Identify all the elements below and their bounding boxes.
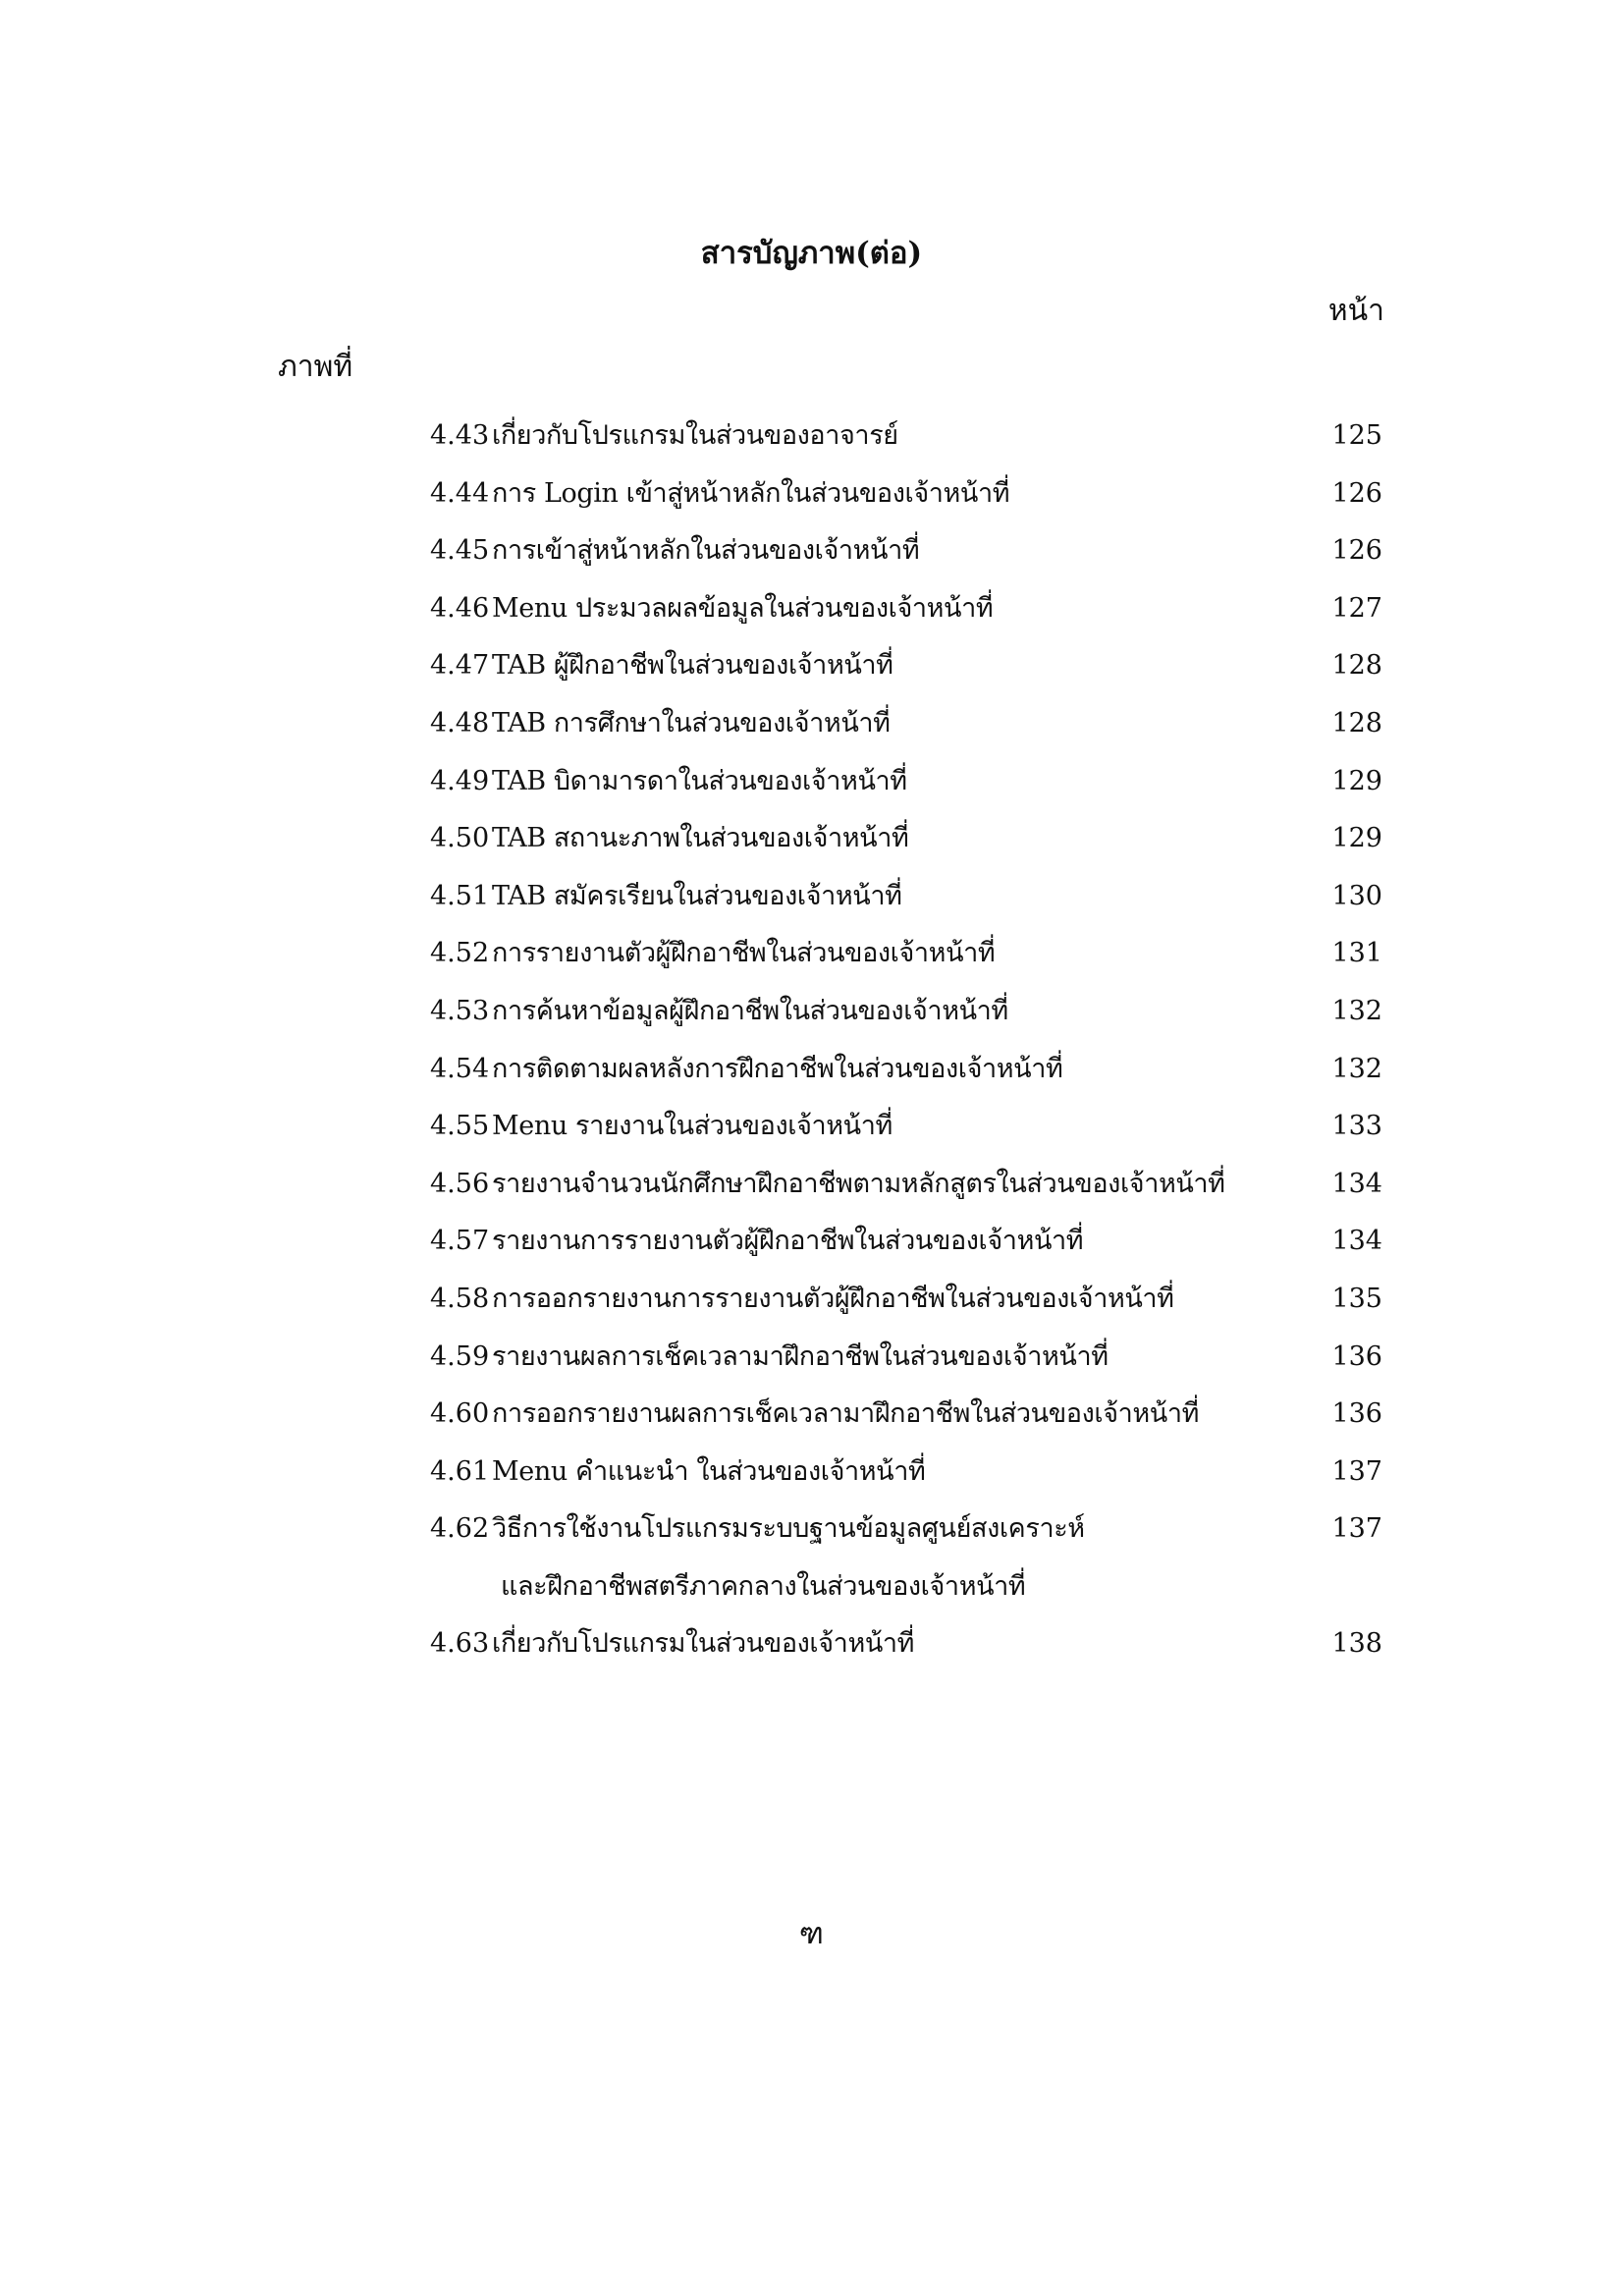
figure-number: 4.54	[430, 1053, 490, 1084]
figure-page-number: 131	[1331, 938, 1382, 969]
figure-number: 4.57	[430, 1226, 490, 1257]
figure-caption: TAB ผู้ฝึกอาชีพในส่วนของเจ้าหน้าที่	[492, 650, 893, 682]
figure-number: 4.53	[430, 995, 490, 1026]
figure-page-number: 138	[1331, 1628, 1382, 1660]
figure-list-entry	[430, 580, 1382, 638]
figure-page-number: 127	[1331, 592, 1382, 624]
figure-number: 4.50	[430, 823, 490, 854]
figure-page-number: 126	[1331, 535, 1382, 567]
figure-list-entry	[430, 408, 1382, 465]
figure-number: 4.45	[430, 535, 490, 567]
figure-list-entry	[430, 1444, 1382, 1502]
figure-page-number: 134	[1331, 1168, 1382, 1199]
figure-page-number: 132	[1331, 995, 1382, 1026]
figure-page-number: 130	[1331, 880, 1382, 911]
figure-number: 4.43	[430, 420, 490, 451]
figure-number: 4.52	[430, 938, 490, 969]
figure-page-number: 137	[1331, 1455, 1382, 1487]
figure-caption-continued: และฝึกอาชีพสตรีภาคกลางในส่วนของเจ้าหน้าที่	[501, 1570, 1026, 1602]
figure-page-number: 136	[1331, 1340, 1382, 1372]
figure-caption: การเข้าสู่หน้าหลักในส่วนของเจ้าหน้าที่	[492, 535, 920, 567]
figure-number: 4.58	[430, 1283, 490, 1314]
figure-caption: TAB บิดามารดาในส่วนของเจ้าหน้าที่	[492, 765, 907, 796]
figure-page-number: 125	[1331, 420, 1382, 451]
figure-list-entry	[430, 925, 1382, 983]
figure-caption: TAB สมัครเรียนในส่วนของเจ้าหน้าที่	[492, 880, 902, 911]
figure-list-entry	[430, 1386, 1382, 1444]
figure-caption: การออกรายงานผลการเช็คเวลามาฝึกอาชีพในส่วนของเจ้าหน้าที่	[492, 1398, 1200, 1430]
figure-page-number: 129	[1331, 765, 1382, 796]
page-title: สารบัญภาพ(ต่อ)	[700, 236, 923, 271]
figure-list-entry	[430, 1271, 1382, 1329]
figure-caption: TAB สถานะภาพในส่วนของเจ้าหน้าที่	[492, 823, 909, 854]
figure-caption: การติดตามผลหลังการฝึกอาชีพในส่วนของเจ้าหน้าที่	[492, 1053, 1063, 1084]
figure-number: 4.63	[430, 1628, 490, 1660]
figure-number: 4.59	[430, 1340, 490, 1372]
figure-list-entry	[430, 810, 1382, 868]
figure-list-entry	[430, 695, 1382, 753]
figure-page-number: 126	[1331, 477, 1382, 509]
figure-list-entry	[430, 1329, 1382, 1387]
figure-list-entry	[430, 868, 1382, 926]
figure-caption: เกี่ยวกับโปรแกรมในส่วนของอาจารย์	[492, 420, 898, 451]
figure-list-entry	[430, 637, 1382, 695]
figure-page-number: 135	[1331, 1283, 1382, 1314]
figure-number: 4.62	[430, 1513, 490, 1545]
figure-number: 4.48	[430, 707, 490, 738]
figure-page-number: 129	[1331, 823, 1382, 854]
figure-caption: รายงานจำนวนนักศึกษาฝึกอาชีพตามหลักสูตรในส่วนของเจ้าหน้าที่	[492, 1168, 1225, 1199]
figure-list-entry	[430, 522, 1382, 580]
figure-page-number: 132	[1331, 1053, 1382, 1084]
figure-number: 4.51	[430, 880, 490, 911]
figure-caption: การ Login เข้าสู่หน้าหลักในส่วนของเจ้าหน้าที่	[492, 477, 1010, 509]
figure-list-entry	[430, 1098, 1382, 1156]
figure-list-entry	[430, 465, 1382, 523]
figure-page-number: 137	[1331, 1513, 1382, 1545]
figure-list-entry	[430, 1615, 1382, 1673]
figure-caption: การรายงานตัวผู้ฝึกอาชีพในส่วนของเจ้าหน้าที่	[492, 938, 996, 969]
figure-page-number: 133	[1331, 1111, 1382, 1142]
figure-caption: วิธีการใช้งานโปรแกรมระบบฐานข้อมูลศูนย์สงเคราะห์	[492, 1513, 1085, 1545]
figure-list-entry	[430, 983, 1382, 1041]
figure-list-entry	[430, 1213, 1382, 1271]
figure-list-entry	[430, 1041, 1382, 1099]
figure-caption: การออกรายงานการรายงานตัวผู้ฝึกอาชีพในส่วนของเจ้าหน้าที่	[492, 1283, 1174, 1314]
figure-list-entry	[430, 1501, 1382, 1615]
figure-caption: รายงานการรายงานตัวผู้ฝึกอาชีพในส่วนของเจ้าหน้าที่	[492, 1226, 1084, 1257]
figure-column-header: ภาพที่	[278, 350, 353, 384]
figure-caption: Menu ประมวลผลข้อมูลในส่วนของเจ้าหน้าที่	[492, 592, 994, 624]
figure-number: 4.56	[430, 1168, 490, 1199]
figure-caption: เกี่ยวกับโปรแกรมในส่วนของเจ้าหน้าที่	[492, 1628, 915, 1660]
figure-list-entry	[430, 1156, 1382, 1214]
figure-caption: การค้นหาข้อมูลผู้ฝึกอาชีพในส่วนของเจ้าหน้าที่	[492, 995, 1008, 1026]
page-column-header: หน้า	[1327, 294, 1384, 328]
figure-caption: TAB การศึกษาในส่วนของเจ้าหน้าที่	[492, 707, 891, 738]
figure-caption: รายงานผลการเช็คเวลามาฝึกอาชีพในส่วนของเจ้าหน้าที่	[492, 1340, 1109, 1372]
figure-number: 4.47	[430, 650, 490, 682]
figure-caption: Menu รายงานในส่วนของเจ้าหน้าที่	[492, 1111, 893, 1142]
figure-page-number: 128	[1331, 707, 1382, 738]
figure-page-number: 128	[1331, 650, 1382, 682]
figure-caption: Menu คำแนะนำ ในส่วนของเจ้าหน้าที่	[492, 1455, 926, 1487]
figure-page-number: 134	[1331, 1226, 1382, 1257]
figure-number: 4.61	[430, 1455, 490, 1487]
figure-number: 4.46	[430, 592, 490, 624]
footer-page-number: ฑ	[799, 1917, 824, 1951]
figure-number: 4.60	[430, 1398, 490, 1430]
figure-number: 4.49	[430, 765, 490, 796]
figure-list	[430, 408, 1382, 1673]
figure-page-number: 136	[1331, 1398, 1382, 1430]
figure-number: 4.55	[430, 1111, 490, 1142]
figure-number: 4.44	[430, 477, 490, 509]
figure-list-entry	[430, 753, 1382, 811]
